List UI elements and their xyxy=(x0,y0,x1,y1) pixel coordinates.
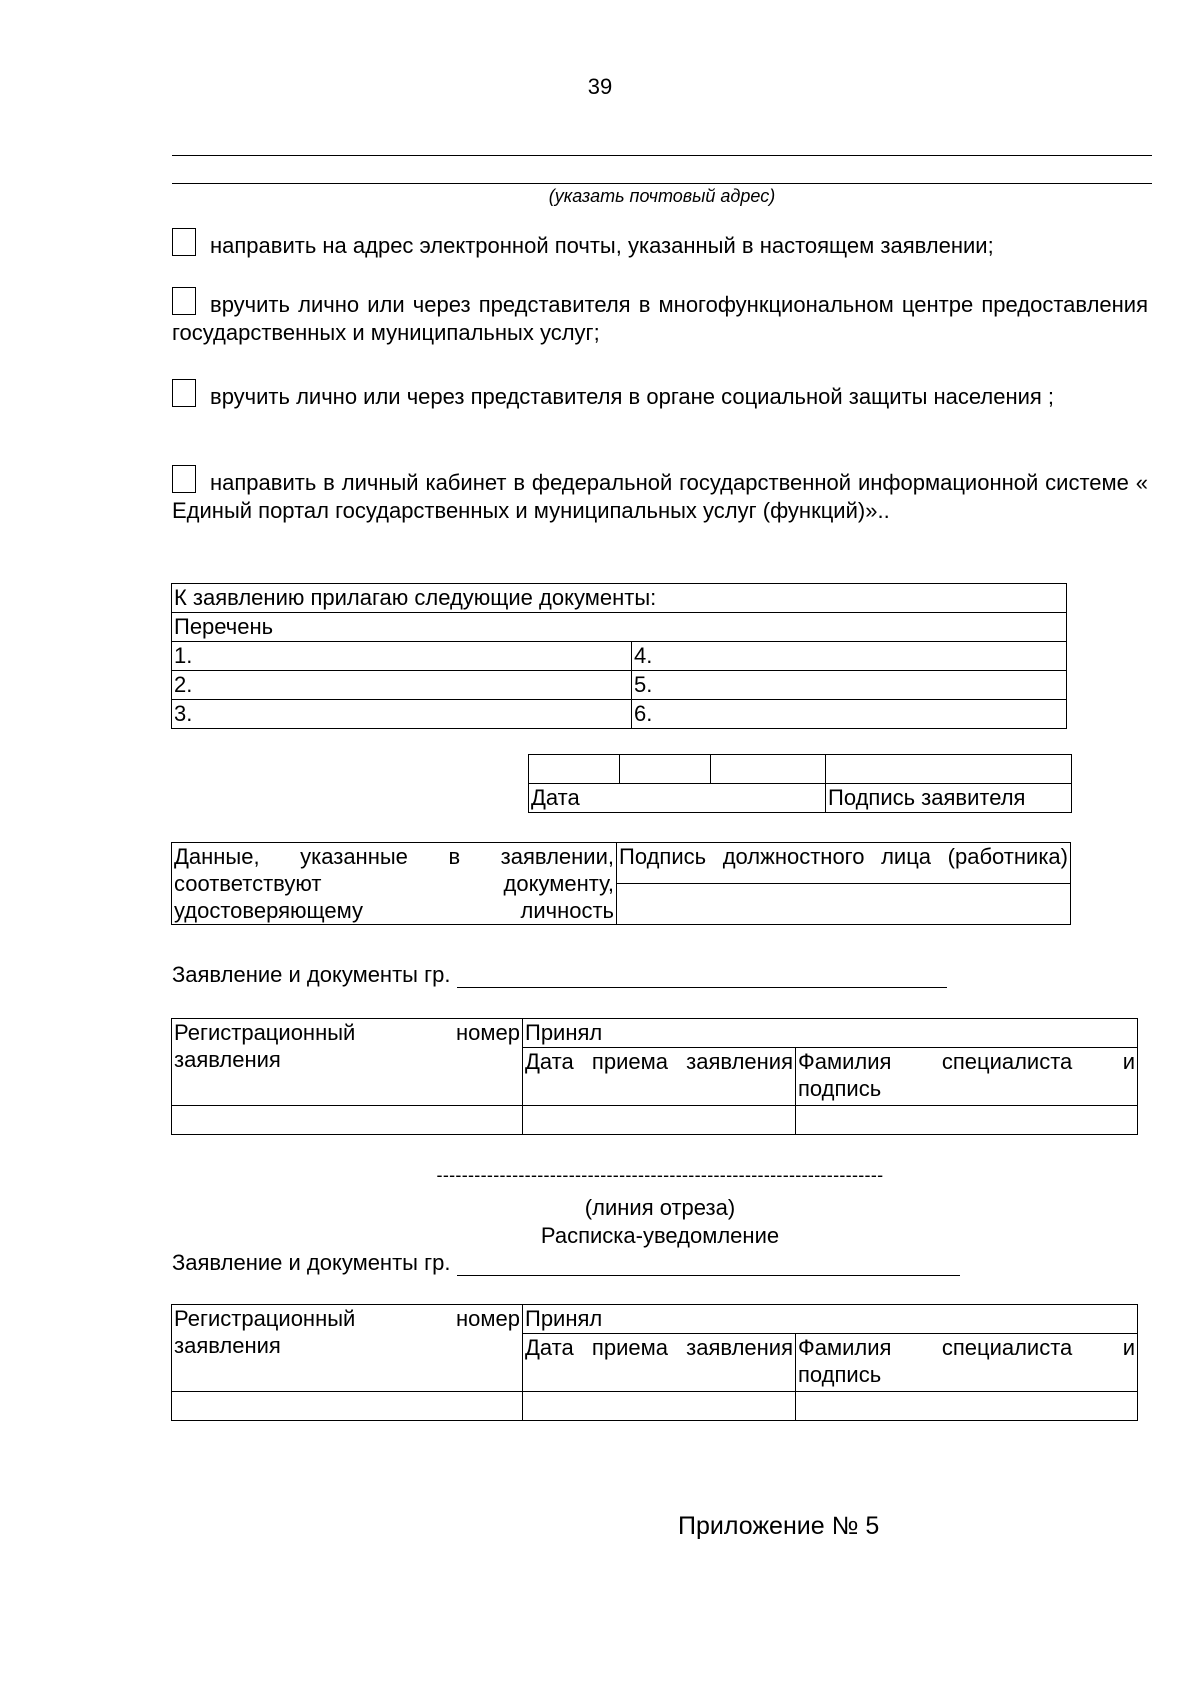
date-field-day[interactable] xyxy=(529,755,620,784)
specialist-field-1[interactable] xyxy=(796,1106,1138,1135)
documents-table-header: К заявлению прилагаю следующие документы: xyxy=(172,584,1067,613)
cut-line: ----------------------------------------------------------------------- xyxy=(436,1165,884,1185)
document-item-3[interactable]: 3. xyxy=(172,700,632,729)
accept-date-field-2[interactable] xyxy=(523,1392,796,1421)
option-gosuslugi-text: направить в личный кабинет в федеральной государственной информационной системе « Единый портал государственных и муниципальных услуг (функций)».. xyxy=(172,470,1148,523)
official-signature-field[interactable] xyxy=(617,884,1071,925)
option-social-protection-text: вручить лично или через представителя в органе социальной защиты населения ; xyxy=(210,384,1055,409)
checkbox-social-protection[interactable] xyxy=(172,379,196,407)
statement-label-1: Заявление и документы гр. xyxy=(172,962,451,987)
address-line-1 xyxy=(172,155,1152,156)
applicant-signature-label: Подпись заявителя xyxy=(826,784,1072,813)
verification-text: Данные, указанные в заявлении, соответствуют документу, удостоверяющему личность xyxy=(172,843,617,925)
page-number: 39 xyxy=(587,74,613,99)
date-label: Дата xyxy=(529,784,826,813)
cut-line-label: (линия отреза) xyxy=(584,1195,736,1220)
applicant-signature-field[interactable] xyxy=(826,755,1072,784)
document-item-4[interactable]: 4. xyxy=(632,642,1067,671)
registration-table-1 xyxy=(171,1018,1138,1135)
accepted-label-2: Принял xyxy=(523,1305,1138,1334)
address-line-2 xyxy=(172,183,1152,184)
accept-date-label-1: Дата приема заявления xyxy=(523,1048,796,1106)
option-mfc xyxy=(172,287,1148,347)
reg-number-label-1: Регистрационный номер заявления xyxy=(172,1019,523,1106)
checkbox-gosuslugi[interactable] xyxy=(172,465,196,493)
document-item-1[interactable]: 1. xyxy=(172,642,632,671)
official-signature-label: Подпись должностного лица (работника) xyxy=(617,843,1071,884)
option-gosuslugi xyxy=(172,465,1148,525)
registration-table-2 xyxy=(171,1304,1138,1421)
signature-table xyxy=(528,754,1072,813)
reg-number-field-1[interactable] xyxy=(172,1106,523,1135)
appendix-label: Приложение № 5 xyxy=(678,1512,880,1540)
documents-table xyxy=(171,583,1067,729)
option-email-text: направить на адрес электронной почты, указанный в настоящем заявлении; xyxy=(210,233,994,258)
statement-line-1 xyxy=(172,962,947,988)
receipt-title: Расписка-уведомление xyxy=(540,1223,780,1248)
statement-line-2 xyxy=(172,1250,960,1276)
document-item-5[interactable]: 5. xyxy=(632,671,1067,700)
date-field-year[interactable] xyxy=(711,755,826,784)
documents-table-subheader: Перечень xyxy=(172,613,1067,642)
date-field-month[interactable] xyxy=(620,755,711,784)
specialist-field-2[interactable] xyxy=(796,1392,1138,1421)
citizen-name-field-2[interactable] xyxy=(457,1253,960,1276)
accept-date-field-1[interactable] xyxy=(523,1106,796,1135)
specialist-label-2: Фамилия специалиста и подпись xyxy=(796,1334,1138,1392)
checkbox-email[interactable] xyxy=(172,228,196,256)
document-item-6[interactable]: 6. xyxy=(632,700,1067,729)
statement-label-2: Заявление и документы гр. xyxy=(172,1250,451,1275)
option-social-protection xyxy=(172,379,1148,411)
checkbox-mfc[interactable] xyxy=(172,287,196,315)
specialist-label-1: Фамилия специалиста и подпись xyxy=(796,1048,1138,1106)
verification-table xyxy=(171,842,1071,925)
option-mfc-text: вручить лично или через представителя в многофункциональном центре предоставления государственных и муниципальных услуг; xyxy=(172,292,1148,345)
citizen-name-field-1[interactable] xyxy=(457,965,947,988)
address-hint: (указать почтовый адрес) xyxy=(548,186,776,206)
reg-number-field-2[interactable] xyxy=(172,1392,523,1421)
accept-date-label-2: Дата приема заявления xyxy=(523,1334,796,1392)
reg-number-label-2: Регистрационный номер заявления xyxy=(172,1305,523,1392)
document-item-2[interactable]: 2. xyxy=(172,671,632,700)
accepted-label-1: Принял xyxy=(523,1019,1138,1048)
option-email xyxy=(172,228,1148,260)
